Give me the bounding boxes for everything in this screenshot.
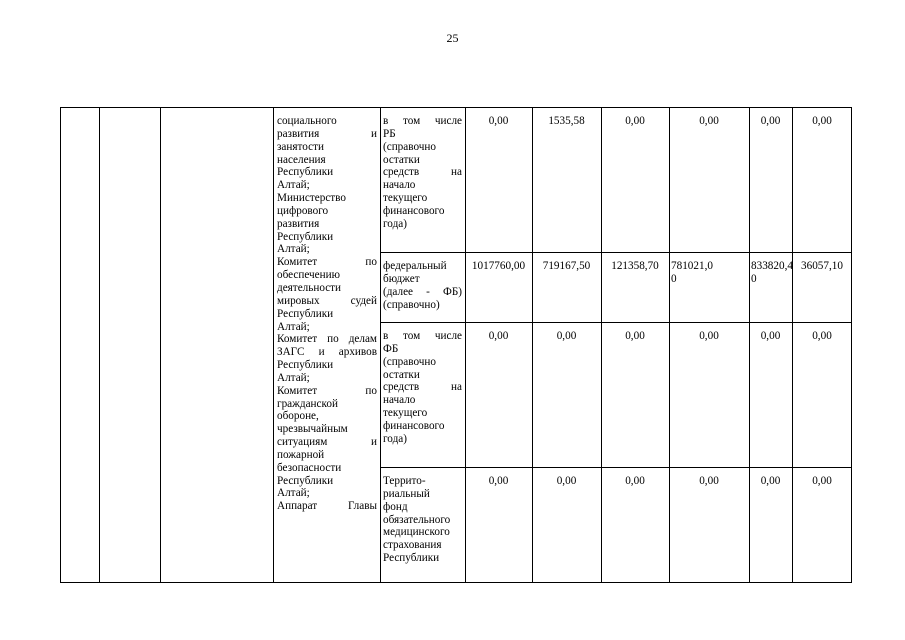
row-rule <box>380 322 852 323</box>
value-text: 0,00 <box>699 115 719 127</box>
cell-line: Республики <box>277 474 334 487</box>
cell-line: развития и <box>277 127 377 140</box>
cell-line: Республики <box>277 307 334 320</box>
cell-line: фонд <box>383 500 408 513</box>
value-text: 0,00 <box>625 475 645 487</box>
column-rule <box>380 108 381 582</box>
value-text: 0,00 <box>625 330 645 342</box>
value-text: 36057,10 <box>801 260 843 272</box>
value-cell <box>603 260 667 273</box>
cell-line: медицинского <box>383 526 450 539</box>
value-text: 719167,50 <box>542 260 591 272</box>
value-text: 0,00 <box>812 115 832 127</box>
value-cell <box>794 115 850 128</box>
value-cell <box>671 330 747 343</box>
value-text: 0,00 <box>488 330 509 342</box>
value-text: 0,00 <box>699 475 719 487</box>
cell-line: гражданской <box>277 397 338 410</box>
cell-line: года) <box>383 432 407 445</box>
cell-line: финансового <box>383 204 445 217</box>
cell-line: года) <box>383 217 407 230</box>
cell-line: средств на <box>383 166 462 179</box>
column-rule <box>601 108 602 582</box>
value-text: 781021,0 <box>671 260 713 272</box>
cell-line: чрезвычайным <box>277 423 348 436</box>
cell-line: социального <box>277 115 337 127</box>
value-cell <box>794 475 850 488</box>
cell-line: (справочно <box>383 355 436 368</box>
value-cell <box>751 475 790 488</box>
cell-line: мировых судей <box>277 294 377 307</box>
funding-source-cell <box>383 330 462 446</box>
value-text: 0,00 <box>812 475 832 487</box>
cell-line: текущего <box>383 192 428 205</box>
column-rule <box>160 108 161 582</box>
cell-line: деятельности <box>277 281 342 294</box>
cell-line: Республики <box>277 166 334 179</box>
value-cell <box>751 260 793 286</box>
page-number: 25 <box>446 31 459 45</box>
value-cell <box>794 260 850 273</box>
value-cell <box>534 475 599 488</box>
cell-line: РБ <box>383 127 396 140</box>
cell-line: Алтай; <box>277 487 310 500</box>
budget-table <box>60 107 852 583</box>
cell-line: пожарной <box>277 448 325 461</box>
value-text: 0,00 <box>556 475 577 487</box>
column-rule <box>273 108 274 582</box>
cell-line: обеспечению <box>277 269 340 282</box>
cell-line: ЗАГС и архивов <box>277 346 377 359</box>
cell-line: средств на <box>383 381 462 394</box>
cell-line: (справочно) <box>383 298 440 311</box>
column-rule <box>669 108 670 582</box>
value-text: 0,00 <box>488 475 509 487</box>
value-text: 0,00 <box>699 330 719 342</box>
value-cell <box>671 475 747 488</box>
value-text: 0,00 <box>812 330 832 342</box>
cell-line: Аппарат Главы <box>277 500 377 513</box>
cell-line: обязательного <box>383 513 451 526</box>
responsible-executors-cell <box>277 115 377 513</box>
value-cell <box>534 330 599 343</box>
cell-line: безопасности <box>277 461 342 474</box>
value-cell <box>467 475 530 488</box>
cell-line: Республики <box>383 552 440 565</box>
value-cell <box>467 330 530 343</box>
value-text: 0,00 <box>760 475 781 487</box>
cell-line: остатки <box>383 153 420 166</box>
value-cell <box>603 115 667 128</box>
value-cell <box>534 115 599 128</box>
cell-line: Республики <box>277 359 334 372</box>
cell-line: населения <box>277 153 326 166</box>
column-rule <box>99 108 100 582</box>
cell-line: цифрового <box>277 204 329 217</box>
value-text: 0,00 <box>760 330 781 342</box>
funding-source-cell <box>383 115 462 231</box>
cell-line: Алтай; <box>277 320 310 333</box>
value-text: 0,00 <box>556 330 577 342</box>
cell-line: обороне, <box>277 410 319 423</box>
value-text: 1535,58 <box>548 115 585 127</box>
value-cell <box>751 115 790 128</box>
value-cell <box>467 260 530 273</box>
value-text: 121358,70 <box>611 260 659 272</box>
row-rule <box>380 467 852 468</box>
cell-line: Республики <box>277 230 334 243</box>
value-text: 0,00 <box>760 115 781 127</box>
cell-line: (далее - ФБ) <box>383 285 462 298</box>
row-rule <box>380 252 852 253</box>
value-text: 1017760,00 <box>471 260 526 272</box>
value-cell <box>603 330 667 343</box>
value-cell <box>467 115 530 128</box>
cell-line: финансового <box>383 419 445 432</box>
cell-line: Комитет по <box>277 256 377 269</box>
value-text: 0 <box>671 272 677 285</box>
cell-line: риальный <box>383 487 430 500</box>
cell-line: Террито- <box>383 475 426 487</box>
cell-line: остатки <box>383 368 420 381</box>
column-rule <box>792 108 793 582</box>
cell-line: в том числе <box>383 330 462 342</box>
cell-line: бюджет <box>383 272 420 285</box>
cell-line: начало <box>383 179 416 192</box>
cell-line: Комитет по <box>277 384 377 397</box>
value-cell <box>671 260 747 286</box>
value-cell <box>671 115 747 128</box>
value-cell <box>534 260 599 273</box>
cell-line: начало <box>383 394 416 407</box>
cell-line: страхования <box>383 539 442 552</box>
value-cell <box>751 330 790 343</box>
value-cell <box>794 330 850 343</box>
cell-line: федеральный <box>383 260 447 272</box>
value-text: 0,00 <box>488 115 509 127</box>
column-rule <box>532 108 533 582</box>
cell-line: Алтай; <box>277 371 310 384</box>
cell-line: ситуациям и <box>277 436 377 449</box>
cell-line: занятости <box>277 140 324 153</box>
cell-line: (справочно <box>383 140 436 153</box>
cell-line: развития <box>277 217 320 230</box>
cell-line: Комитет по делам <box>277 333 377 346</box>
funding-source-cell <box>383 260 462 311</box>
value-text: 0 <box>751 272 757 285</box>
cell-line: в том числе <box>383 115 462 127</box>
cell-line: Алтай; <box>277 179 310 192</box>
cell-line: ФБ <box>383 342 399 355</box>
column-rule <box>749 108 750 582</box>
funding-source-cell <box>383 475 462 565</box>
cell-line: Алтай; <box>277 243 310 256</box>
cell-line: текущего <box>383 407 428 420</box>
value-text: 833820,4 <box>751 260 793 272</box>
value-text: 0,00 <box>625 115 645 127</box>
cell-line: Министерство <box>277 192 346 205</box>
column-rule <box>465 108 466 582</box>
value-cell <box>603 475 667 488</box>
